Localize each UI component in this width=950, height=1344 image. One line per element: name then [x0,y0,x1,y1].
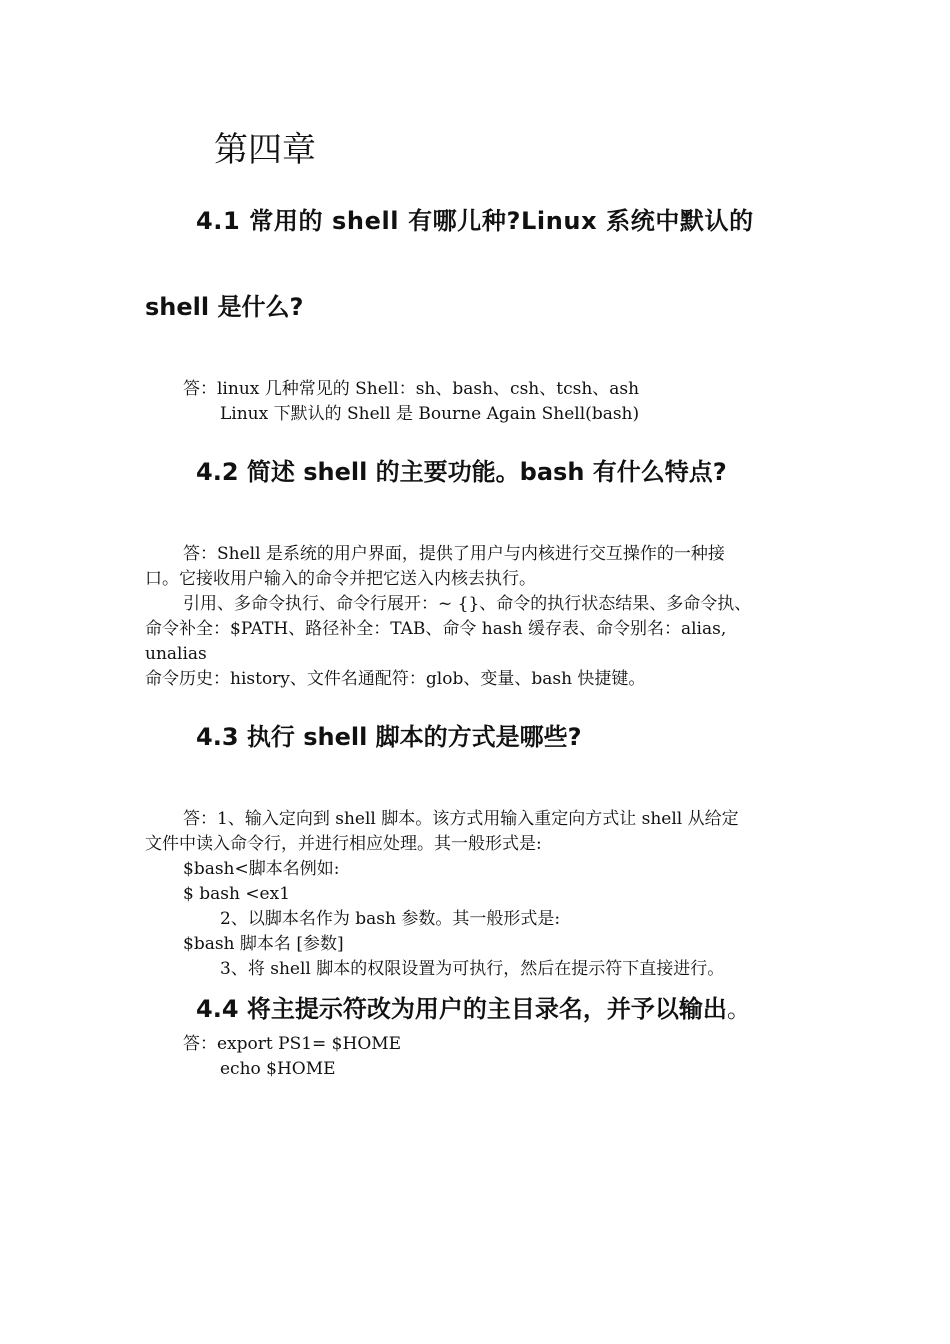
section-4-4-heading-text: 4.4 将主提示符改为用户的主目录名，并予以输出 [196,995,727,1023]
section-4-3-answer-line: 文件中读入命令行，并进行相应处理。其一般形式是: [145,834,542,854]
section-4-2-answer-line: unalias [145,644,207,664]
section-4-4-heading [196,994,751,1024]
section-4-2-heading: 4.2 简述 shell 的主要功能。bash 有什么特点? [196,458,727,486]
section-4-3-answer-line: $bash<脚本名例如: [183,859,340,879]
section-4-1-heading-line1: 4.1 常用的 shell 有哪儿种?Linux 系统中默认的 [196,207,754,235]
section-4-3-answer-line: $ bash <ex1 [183,884,291,904]
chapter-title: 第四章 [214,130,316,170]
section-4-4-answer-line: echo $HOME [220,1059,336,1079]
section-4-2-answer-line: 答：Shell 是系统的用户界面，提供了用户与内核进行交互操作的一种接 [183,544,725,564]
section-4-1-answer-line: 答：linux 几种常见的 Shell：sh、bash、csh、tcsh、ash [183,379,640,399]
section-4-3-heading: 4.3 执行 shell 脚本的方式是哪些? [196,723,582,751]
section-4-4-heading-end: 。 [726,995,751,1023]
section-4-3-answer-line: 2、以脚本名作为 bash 参数。其一般形式是: [220,909,561,929]
section-4-2-answer-line: 命令历史：history、文件名通配符：glob、变量、bash 快捷键。 [145,669,646,689]
section-4-1-heading-line2: shell 是什么? [145,293,304,321]
section-4-2-answer-line: 口。它接收用户输入的命令并把它送入内核去执行。 [145,569,536,589]
section-4-1-answer-line: Linux 下默认的 Shell 是 Bourne Again Shell(bash) [220,404,640,424]
section-4-4-answer-line: 答：export PS1= $HOME [183,1034,402,1054]
section-4-2-answer-line: 引用、多命令执行、命令行展开：~ {}、命令的执行状态结果、多命令执、 [183,594,752,614]
section-4-3-answer-line: 答：1、输入定向到 shell 脚本。该方式用输入重定向方式让 shell 从给定 [183,809,739,829]
section-4-2-answer-line: 命令补全：$PATH、路径补全：TAB、命令 hash 缓存表、命令别名：alias, [145,619,727,639]
section-4-3-answer-line: $bash 脚本名 [参数] [183,934,344,954]
section-4-3-answer-line: 3、将 shell 脚本的权限设置为可执行，然后在提示符下直接进行。 [220,959,725,979]
